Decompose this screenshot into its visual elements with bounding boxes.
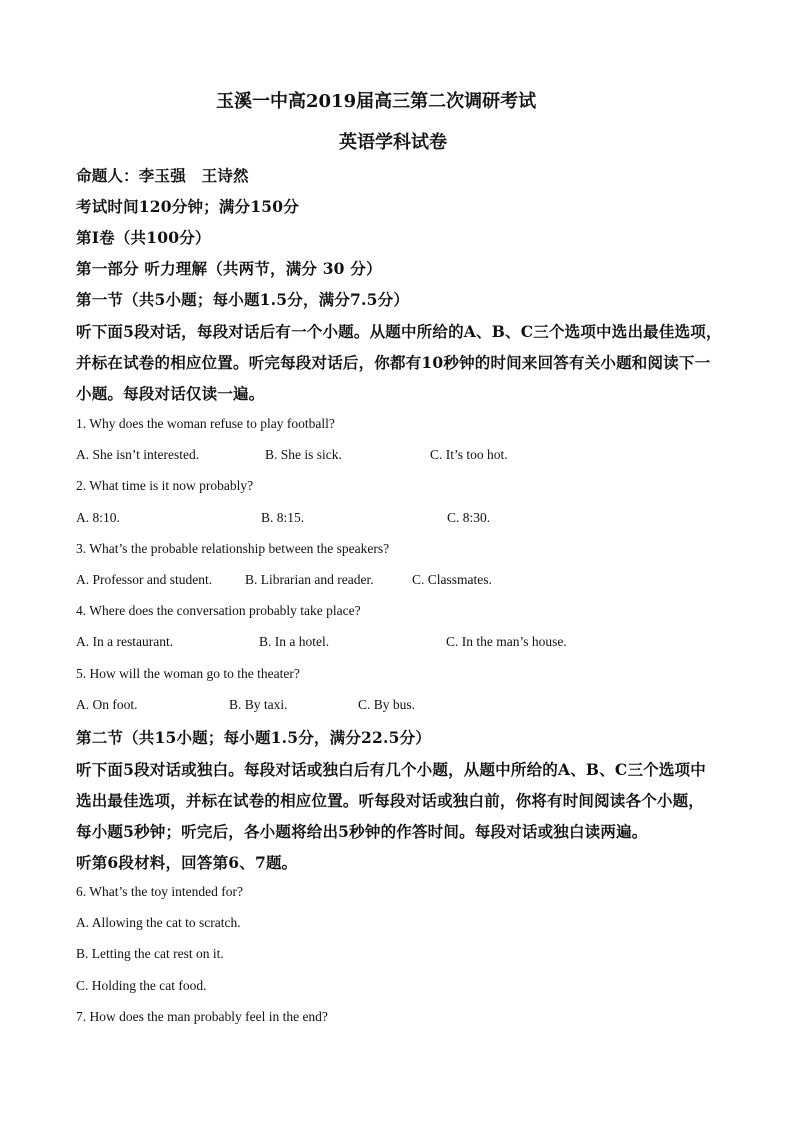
question-1-option-c: C. It’s too hot.	[430, 447, 508, 462]
question-5-text: 5. How will the woman go to the theater?	[76, 666, 300, 681]
question-1-option-a: A. She isn’t interested.	[76, 447, 200, 462]
question-2-text: 2. What time is it now probably?	[76, 478, 254, 493]
volume-heading: 第I卷（共100分）	[76, 228, 211, 247]
question-6-option-b: B. Letting the cat rest on it.	[76, 946, 224, 961]
authors-line: 命题人：李玉强 王诗然	[76, 166, 249, 185]
question-2-option-c: C. 8:30.	[447, 510, 491, 525]
question-4-text: 4. Where does the conversation probably take place?	[76, 603, 361, 618]
question-3-option-c: C. Classmates.	[412, 572, 492, 587]
question-6-option-a: A. Allowing the cat to scratch.	[76, 915, 241, 930]
question-3-option-b: B. Librarian and reader.	[245, 572, 374, 587]
exam-time-line: 考试时间120分钟；满分150分	[76, 197, 299, 216]
question-3-text: 3. What’s the probable relationship between the speakers?	[76, 541, 390, 556]
question-5-option-b: B. By taxi.	[229, 697, 288, 712]
question-4-option-b: B. In a hotel.	[259, 634, 330, 649]
page-subtitle: 英语学科试卷	[339, 132, 447, 153]
question-2-option-a: A. 8:10.	[76, 510, 120, 525]
section2-instruction-line: 选出最佳选项，并标在试卷的相应位置。听每段对话或独白前，你将有时间阅读各个小题，	[76, 791, 705, 810]
question-1-text: 1. Why does the woman refuse to play football?	[76, 416, 335, 431]
question-7-text: 7. How does the man probably feel in the end?	[76, 1009, 328, 1024]
question-5-option-a: A. On foot.	[76, 697, 138, 712]
section1-instruction-line: 听下面5段对话，每段对话后有一个小题。从题中所给的A、B、C三个选项中选出最佳选项，	[76, 322, 722, 341]
question-1-option-b: B. She is sick.	[265, 447, 342, 462]
question-6-option-c: C. Holding the cat food.	[76, 978, 207, 993]
question-3-option-a: A. Professor and student.	[76, 572, 213, 587]
section1-instruction-line: 小题。每段对话仅读一遍。	[76, 384, 265, 403]
part1-heading: 第一部分 听力理解（共两节，满分 30 分）	[76, 259, 382, 278]
section1-heading: 第一节（共5小题；每小题1.5分，满分7.5分）	[76, 290, 410, 309]
question-2-option-b: B. 8:15.	[261, 510, 305, 525]
section2-instruction-line: 每小题5秒钟；听完后，各小题将给出5秒钟的作答时间。每段对话或独白读两遍。	[76, 822, 648, 841]
question-4-option-a: A. In a restaurant.	[76, 634, 174, 649]
page-title: 玉溪一中高2019届高三第二次调研考试	[216, 91, 537, 112]
section1-instruction-line: 并标在试卷的相应位置。听完每段对话后，你都有10秒钟的时间来回答有关小题和阅读下一	[76, 353, 711, 372]
question-6-text: 6. What’s the toy intended for?	[76, 884, 243, 899]
question-5-option-c: C. By bus.	[358, 697, 416, 712]
section2-heading: 第二节（共15小题；每小题1.5分，满分22.5分）	[76, 728, 431, 747]
section2-instruction-line: 听下面5段对话或独白。每段对话或独白后有几个小题，从题中所给的A、B、C三个选项中	[76, 760, 706, 779]
question-4-option-c: C. In the man’s house.	[446, 634, 567, 649]
material-6-heading: 听第6段材料，回答第6、7题。	[76, 853, 298, 872]
